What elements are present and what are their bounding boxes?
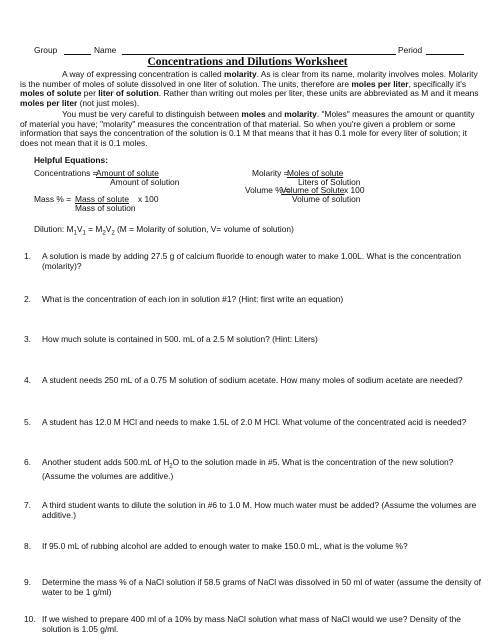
mass-percent-numerator: Mass of solute <box>75 194 129 204</box>
question-number: 7. <box>24 500 31 510</box>
question-number: 10. <box>24 614 36 624</box>
question-text: If we wished to prepare 400 ml of a 10% by mass NaCl solution what mass of NaCl would we use? Density of the solution is 1.05 g/ml. <box>42 614 461 634</box>
concentration-denominator: Amount of solution <box>110 177 180 187</box>
period-blank[interactable] <box>426 54 464 55</box>
intro-paragraph-molarity: A way of expressing concentration is called molarity. As is clear from its name, molarity involves moles. Molarity is the number of moles of solute dissolved in one liter of solution. The units, therefore are moles per liter, specifically it's moles of solute per liter of solution. Rather than writing out moles per liter, these units are abbreviated as M and it means moles per liter (not just moles). <box>20 69 479 108</box>
name-blank[interactable] <box>122 54 420 55</box>
question-number: 8. <box>24 541 31 551</box>
question-number: 4. <box>24 375 31 385</box>
volume-percent-multiplier: x 100 <box>344 185 365 195</box>
question-text: Another student adds 500.mL of $H_2O$ to the solution made in #5. What is the concentration of the new solution? (Assume the volumes are additive.) <box>42 457 454 482</box>
question-number: 3. <box>24 334 31 344</box>
question-text: A student needs 250 mL of a 0.75 M solution of sodium acetate. How many moles of sodium acetate are needed? <box>42 375 463 385</box>
molarity-equation-label: Molarity = <box>252 168 289 178</box>
question-text: What is the concentration of each ion in solution #1? (Hint: first write an equation) <box>42 294 344 304</box>
group-blank[interactable] <box>64 54 91 55</box>
question-text: A student has 12.0 M HCl and needs to make 1.5L of 2.0 M HCl. What volume of the concentrated acid is needed? <box>42 417 467 427</box>
mass-percent-equation-label: Mass % = <box>34 194 72 204</box>
question-number: 9. <box>24 577 31 587</box>
worksheet-title: Concentrations and Dilutions Worksheet <box>147 56 348 68</box>
volume-percent-denominator: Volume of solution <box>292 194 361 204</box>
period-label: Period <box>398 45 423 55</box>
volume-percent-equation-label: Volume % = <box>245 185 290 195</box>
question-text: A solution is made by adding 27.5 g of calcium fluoride to enough water to make 1.00L. What is the concentration (molarity)? <box>42 251 461 271</box>
intro-paragraph-moles-vs-molarity: You must be very careful to distinguish between moles and molarity. "Moles" measures the amount or quantity of material you have; "molarity" measures the concentration of that material. So when you're given a problem or some information that says the concentration of the solution is 0.1 M that means that it has 0.1 mole for every liter of solution; it does not mean that it is 0.1 moles. <box>20 109 475 148</box>
question-number: 2. <box>24 294 31 304</box>
group-label: Group <box>34 45 58 55</box>
question-text: Determine the mass % of a NaCl solution if 58.5 grams of NaCl was dissolved in 50 ml of water (assume the density of water to be 1 g/ml) <box>42 577 481 597</box>
question-number: 6. <box>24 457 31 467</box>
question-number: 1. <box>24 251 31 261</box>
name-label: Name <box>94 45 117 55</box>
question-number: 5. <box>24 417 31 427</box>
question-text: A third student wants to dilute the solution in #6 to 1.0 M. How much water must be added? (Assume the volumes are additive.) <box>42 500 477 520</box>
question-text: If 95.0 mL of rubbing alcohol are added to enough water to make 150.0 mL, what is the volume %? <box>42 541 408 551</box>
volume-percent-numerator: Volume of Solute <box>281 185 345 195</box>
molarity-denominator: Liters of Solution <box>298 177 361 187</box>
molarity-numerator: Moles of solute <box>287 168 344 178</box>
concentration-equation-label: Concentrations = <box>34 168 98 178</box>
concentration-numerator: Amount of solute <box>96 168 159 178</box>
question-text: How much solute is contained in 500. mL of a 2.5 M solution? (Hint: Liters) <box>42 334 318 344</box>
helpful-equations-heading: Helpful Equations: <box>34 155 108 165</box>
dilution-equation: Dilution: $M_1V_1 = M_2V_2$ (M = Molarity of solution, V= volume of solution) <box>34 224 294 237</box>
mass-percent-denominator: Mass of solution <box>75 203 136 213</box>
mass-percent-multiplier: x 100 <box>138 194 159 204</box>
